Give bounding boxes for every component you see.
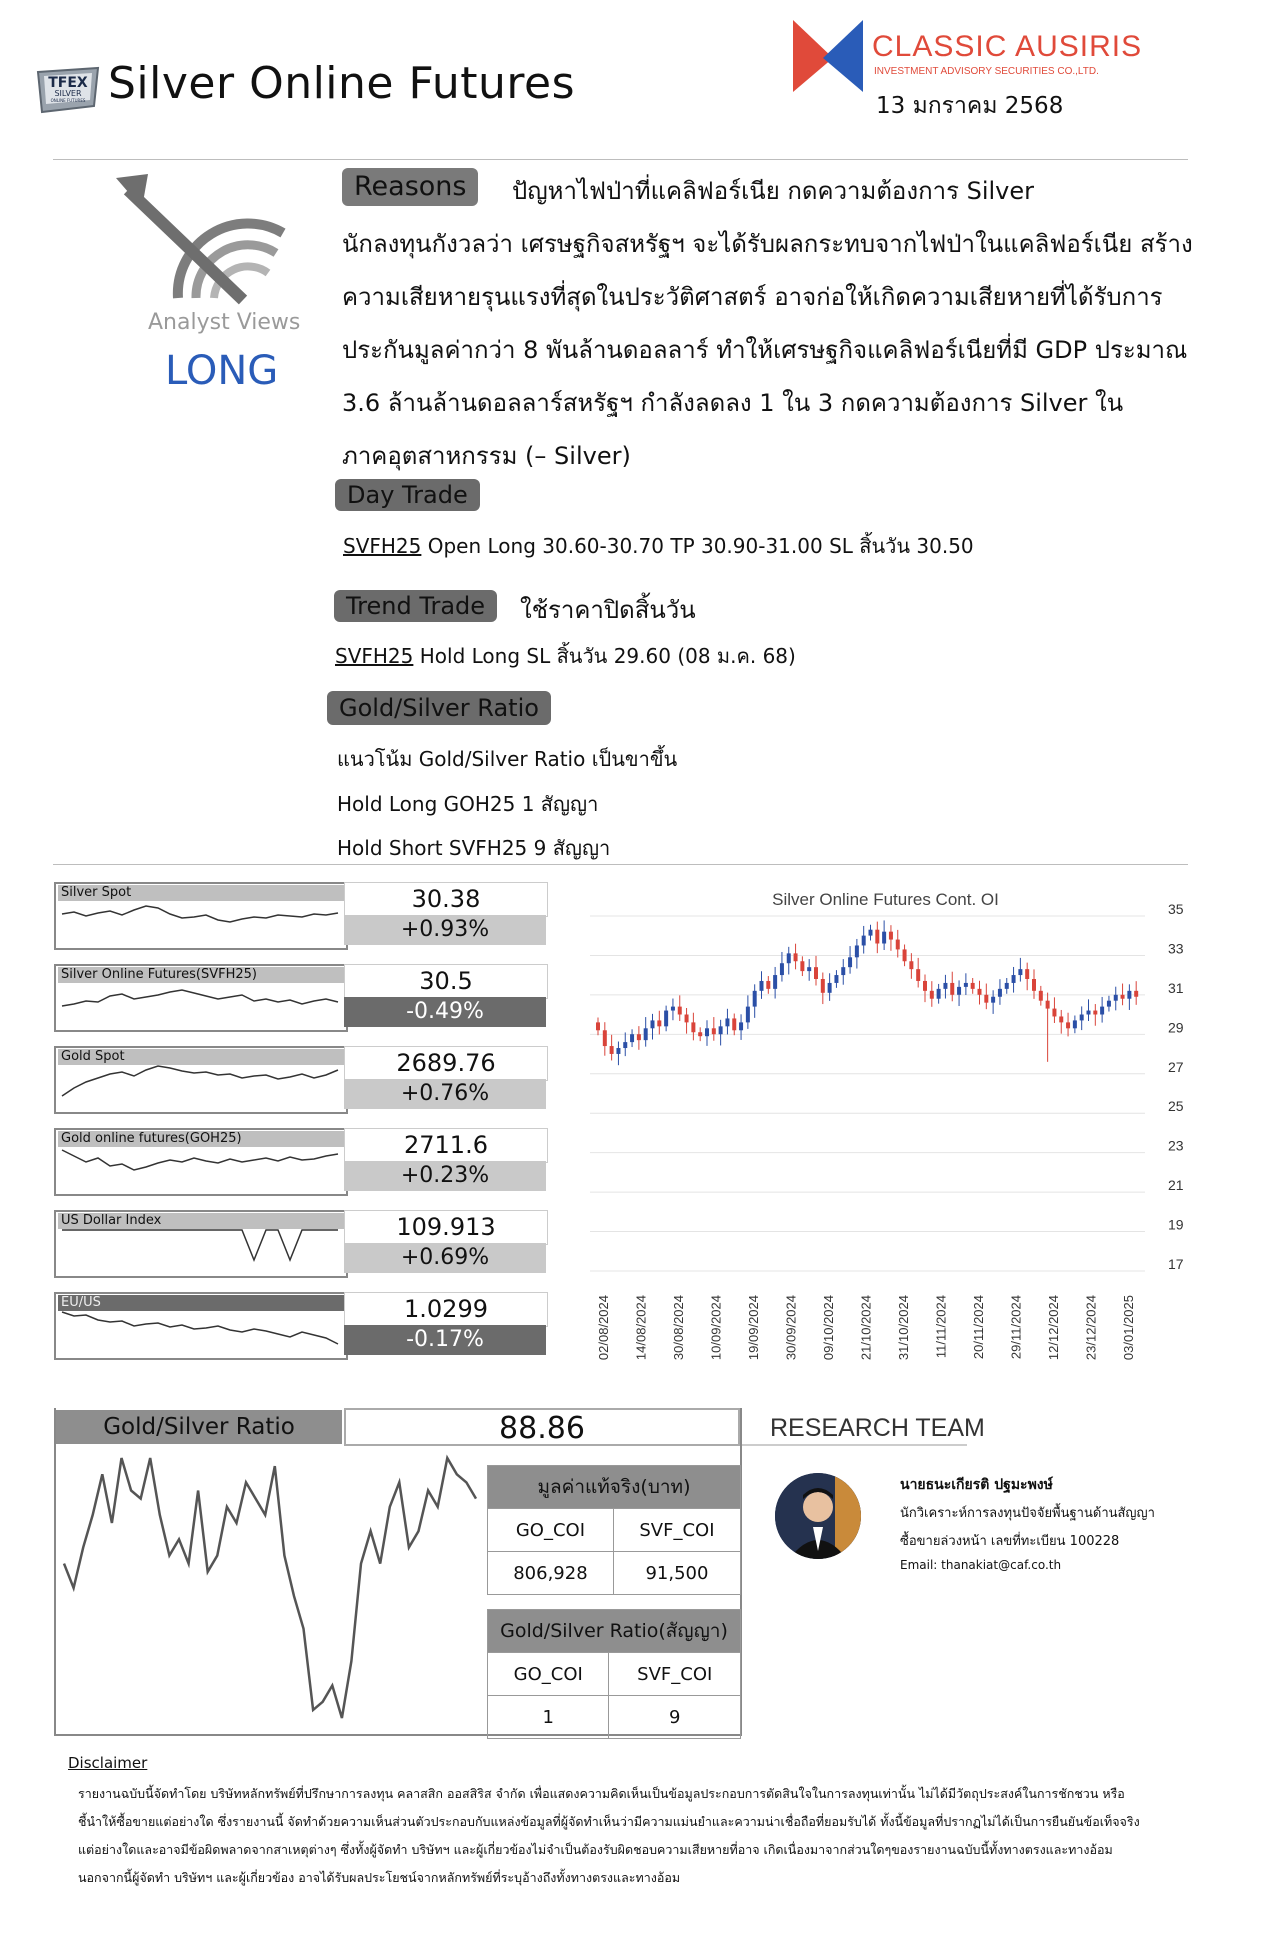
candle-body xyxy=(691,1022,695,1032)
go-coi-value: 806,928 xyxy=(488,1552,614,1595)
x-tick-label: 03/01/2025 xyxy=(1121,1295,1136,1361)
y-tick-label: 31 xyxy=(1168,979,1184,996)
candle-body xyxy=(685,1015,689,1023)
market-name: US Dollar Index xyxy=(58,1213,344,1229)
x-tick-label: 02/08/2024 xyxy=(596,1295,611,1361)
candle-body xyxy=(1018,969,1022,975)
gs-ratio-hold-long: Hold Long GOH25 1 สัญญา xyxy=(337,792,599,816)
candle-body xyxy=(1005,983,1009,989)
disclaimer-line: นอกจากนี้ผู้จัดทำ บริษัทฯ และผู้เกี่ยวข้อง อาจได้รับผลประโยชน์จากหลักทรัพย์ที่ระบุอ้างถึงทั้งทางตรงและทางอ้อม xyxy=(78,1870,681,1885)
x-tick-label: 19/09/2024 xyxy=(746,1295,761,1361)
gs-ratio-line-chart xyxy=(58,1448,482,1732)
market-sparkline xyxy=(56,1212,346,1276)
intrinsic-value-title: มูลค่าแท้จริง(บาท) xyxy=(488,1466,741,1509)
y-tick-label: 21 xyxy=(1168,1177,1184,1194)
disclaimer-line: ชี้นำให้ซื้อขายแต่อย่างใด ซึ่งรายงานนี้ จัดทำด้วยความเห็นส่วนตัวประกอบกับแหล่งข้อมูลที่ผู้จัดทำเห็นว่ามีความแม่นยำและความน่าเชื่อถือที่ยอมรับได้ ทั้งนี้ข้อมูลที่ปรากฏไม่ได้เป็นการยืนยันข้อเท็จจริง xyxy=(78,1814,1140,1829)
candle-body xyxy=(1114,995,1118,1001)
disclaimer-line: แต่อย่างใดและอาจมีข้อผิดพลาดจากสาเหตุต่างๆ ซึ่งทั้งผู้จัดทำ บริษัทฯ และผู้เกี่ยวข้องไม่จำเป็นต้องรับผิดชอบความเสียหายที่อาจ เกิดเนื่องมาจากส่วนใดๆของรายงานฉบับนี้ทั้งทางตรงและทางอ้อม xyxy=(78,1842,1113,1857)
candle-body xyxy=(1039,991,1043,1001)
market-sparkline xyxy=(56,1294,346,1358)
y-tick-label: 19 xyxy=(1168,1216,1184,1233)
x-tick-label: 14/08/2024 xyxy=(633,1295,649,1361)
candle-body xyxy=(828,983,832,993)
candle-body xyxy=(725,1018,729,1026)
candle-body xyxy=(916,969,920,981)
market-value: 109.913 xyxy=(344,1210,548,1245)
market-sparkline-box xyxy=(54,964,348,1032)
x-tick-label: 31/10/2024 xyxy=(896,1295,911,1361)
analyst-title: นักวิเคราะห์การลงทุนปัจจัยพื้นฐานด้านสัญญา xyxy=(900,1506,1155,1521)
market-change: +0.23% xyxy=(344,1161,546,1191)
col-go-coi: GO_COI xyxy=(488,1509,614,1552)
market-value: 2689.76 xyxy=(344,1046,548,1081)
market-sparkline xyxy=(56,1048,346,1112)
candle-body xyxy=(657,1020,661,1026)
reasons-line: ความเสียหายรุนแรงที่สุดในประวัติศาสตร์ อาจก่อให้เกิดความเสียหายที่ได้รับการ xyxy=(342,283,1163,311)
market-panel xyxy=(54,1210,548,1276)
gs-ratio-hold-short: Hold Short SVFH25 9 สัญญา xyxy=(337,836,611,860)
market-sparkline-box xyxy=(54,1046,348,1114)
candle-body xyxy=(937,989,941,999)
x-tick-label: 30/08/2024 xyxy=(671,1295,686,1361)
col-go-coi: GO_COI xyxy=(488,1653,609,1696)
candle-body xyxy=(984,995,988,1003)
candle-body xyxy=(821,979,825,993)
market-change: +0.76% xyxy=(344,1079,546,1109)
col-svf-coi: SVF_COI xyxy=(609,1653,741,1696)
candle-body xyxy=(732,1018,736,1030)
candle-body xyxy=(739,1022,743,1030)
candle-body xyxy=(1025,969,1029,979)
target-arrow-icon xyxy=(108,168,298,308)
market-name: Gold Spot xyxy=(58,1049,344,1065)
market-panel xyxy=(54,964,548,1030)
trend-trade-note: ใช้ราคาปิดสิ้นวัน xyxy=(520,596,696,624)
x-tick-label: 21/10/2024 xyxy=(858,1295,874,1361)
market-change: +0.69% xyxy=(344,1243,546,1273)
analyst-email: Email: thanakiat@caf.co.th xyxy=(900,1558,1062,1572)
market-panel xyxy=(54,1292,548,1358)
candle-body xyxy=(862,936,866,946)
svg-text:SILVER: SILVER xyxy=(54,89,82,98)
market-sparkline xyxy=(56,884,346,948)
candle-body xyxy=(855,945,859,957)
candle-body xyxy=(746,1007,750,1023)
gs-ratio-trend: แนวโน้ม Gold/Silver Ratio เป็นขาขึ้น xyxy=(337,747,678,771)
candle-body xyxy=(964,983,968,987)
market-name: Silver Spot xyxy=(58,885,344,901)
candle-body xyxy=(978,989,982,995)
trend-trade-symbol: SVFH25 xyxy=(335,644,414,668)
x-tick-label: 23/12/2024 xyxy=(1083,1295,1099,1361)
market-change: -0.17% xyxy=(344,1325,546,1355)
candle-body xyxy=(705,1028,709,1036)
day-trade-symbol: SVFH25 xyxy=(343,534,422,558)
gs-ratio-label: Gold/Silver Ratio xyxy=(327,691,551,725)
candle-body xyxy=(814,967,818,979)
candle-body xyxy=(807,967,811,971)
go-coi-contracts: 1 xyxy=(488,1696,609,1739)
company-name: CLASSIC AUSIRIS xyxy=(872,30,1143,63)
candle-body xyxy=(698,1032,702,1036)
x-tick-label: 10/09/2024 xyxy=(708,1295,724,1361)
svf-coi-value: 91,500 xyxy=(613,1552,740,1595)
candle-body xyxy=(766,981,770,989)
candle-body xyxy=(943,983,947,989)
candle-body xyxy=(889,932,893,940)
candle-body xyxy=(848,957,852,967)
market-sparkline-box xyxy=(54,882,348,950)
candle-body xyxy=(923,981,927,991)
ratio-contracts-table xyxy=(487,1609,741,1739)
disclaimer-title: Disclaimer xyxy=(68,1754,148,1772)
reasons-label: Reasons xyxy=(342,168,478,206)
chart-title: Silver Online Futures Cont. OI xyxy=(772,890,999,909)
candle-body xyxy=(1059,1016,1063,1022)
reasons-line: ประกันมูลค่ากว่า 8 พันล้านดอลลาร์ ทำให้เศรษฐกิจแคลิฟอร์เนียที่มี GDP ประมาณ xyxy=(342,336,1188,364)
market-name: EU/US xyxy=(58,1295,344,1311)
candle-body xyxy=(800,961,804,971)
gs-ratio-box-value: 88.86 xyxy=(344,1408,740,1446)
analyst-name: นายธนะเกียรติ ปฐมะพงษ์ xyxy=(900,1477,1053,1493)
market-panel xyxy=(54,1046,548,1112)
candle-body xyxy=(651,1020,655,1028)
y-tick-label: 33 xyxy=(1168,940,1184,957)
market-panel xyxy=(54,882,548,948)
disclaimer-body xyxy=(78,1780,1188,1892)
candle-body xyxy=(664,1011,668,1027)
company-subtitle: INVESTMENT ADVISORY SECURITIES CO.,LTD. xyxy=(874,66,1099,77)
candle-body xyxy=(773,975,777,989)
x-tick-label: 20/11/2024 xyxy=(971,1295,986,1360)
candle-body xyxy=(630,1034,634,1042)
company-logo-mark xyxy=(793,20,863,92)
x-tick-label: 29/11/2024 xyxy=(1008,1295,1024,1360)
candle-body xyxy=(998,989,1002,997)
header-divider xyxy=(53,159,1188,160)
candle-body xyxy=(719,1026,723,1034)
analyst-views-label: Analyst Views xyxy=(148,310,301,335)
candle-body xyxy=(1052,1009,1056,1017)
trend-trade-text: Hold Long SL สิ้นวัน 29.60 (08 ม.ค. 68) xyxy=(413,644,796,668)
market-sparkline-box xyxy=(54,1292,348,1360)
day-trade-plan xyxy=(343,530,974,562)
candle-body xyxy=(787,953,791,963)
candle-body xyxy=(1093,1011,1097,1015)
candle-body xyxy=(875,930,879,944)
research-divider xyxy=(742,1444,967,1446)
reasons-line: 3.6 ล้านล้านดอลลาร์สหรัฐฯ กำลังลดลง 1 ใน 3 กดความต้องการ Silver ใน xyxy=(342,389,1124,417)
page-title: Silver Online Futures xyxy=(108,58,576,109)
market-value: 30.5 xyxy=(344,964,548,999)
gs-ratio-box-label: Gold/Silver Ratio xyxy=(56,1410,342,1444)
candle-body xyxy=(1012,975,1016,983)
candle-body xyxy=(1127,991,1131,999)
analyst-avatar xyxy=(775,1473,861,1559)
report-date: 13 มกราคม 2568 xyxy=(876,93,1064,119)
svf-coi-contracts: 9 xyxy=(609,1696,741,1739)
candle-body xyxy=(869,930,873,936)
reasons-headline: ปัญหาไฟป่าที่แคลิฟอร์เนีย กดความต้องการ Silver xyxy=(512,177,1034,205)
candle-body xyxy=(1080,1015,1084,1021)
candle-body xyxy=(596,1022,600,1030)
trend-trade-plan xyxy=(335,640,796,672)
intrinsic-value-table xyxy=(487,1465,741,1595)
candle-body xyxy=(1066,1022,1070,1028)
candle-body xyxy=(903,949,907,961)
oi-chart xyxy=(580,875,1200,1395)
trend-trade-label: Trend Trade xyxy=(334,590,497,622)
reasons-line: นักลงทุนกังวลว่า เศรษฐกิจสหรัฐฯ จะได้รับผลกระทบจากไฟป่าในแคลิฟอร์เนีย สร้าง xyxy=(342,230,1193,258)
candle-body xyxy=(909,961,913,969)
market-value: 1.0299 xyxy=(344,1292,548,1327)
candle-body xyxy=(794,953,798,961)
candle-body xyxy=(1032,979,1036,991)
y-tick-label: 17 xyxy=(1168,1256,1184,1272)
tfex-logo xyxy=(34,66,102,114)
market-sparkline xyxy=(56,966,346,1030)
svg-text:TFEX: TFEX xyxy=(48,75,88,91)
analyst-license: ซื้อขายล่วงหน้า เลขที่ทะเบียน 100228 xyxy=(900,1534,1120,1549)
candle-body xyxy=(616,1048,620,1054)
candle-body xyxy=(623,1042,627,1048)
candle-body xyxy=(896,940,900,950)
x-tick-label: 12/12/2024 xyxy=(1046,1295,1061,1361)
y-tick-label: 35 xyxy=(1168,901,1184,917)
market-value: 2711.6 xyxy=(344,1128,548,1163)
candle-body xyxy=(834,975,838,983)
candle-body xyxy=(957,987,961,995)
candle-body xyxy=(882,932,886,944)
x-tick-label: 11/11/2024 xyxy=(933,1295,949,1359)
disclaimer-line: รายงานฉบับนี้จัดทำโดย บริษัทหลักทรัพย์ที่ปรึกษาการลงทุน คลาสสิก ออสสิริส จำกัด เพื่อแสดงความคิดเห็นเป็นข้อมูลประกอบการตัดสินใจในการลงทุนเท่านั้น ไม่ได้มีวัตถุประสงค์ในการชักชวน หรือ xyxy=(78,1786,1125,1801)
y-tick-label: 27 xyxy=(1168,1058,1184,1075)
market-sparkline xyxy=(56,1130,346,1194)
day-trade-label: Day Trade xyxy=(335,479,480,511)
candle-body xyxy=(1087,1011,1091,1015)
market-name: Silver Online Futures(SVFH25) xyxy=(58,967,344,983)
candle-body xyxy=(1073,1020,1077,1028)
section-divider xyxy=(53,864,1188,865)
candle-body xyxy=(991,997,995,1003)
candle-body xyxy=(637,1034,641,1040)
candle-body xyxy=(644,1028,648,1040)
candle-body xyxy=(610,1046,614,1054)
candle-body xyxy=(1046,1001,1050,1009)
market-change: -0.49% xyxy=(344,997,546,1027)
analyst-position: LONG xyxy=(165,348,279,394)
candle-body xyxy=(1107,1001,1111,1007)
reasons-line: ภาคอุตสาหกรรม (– Silver) xyxy=(342,442,631,470)
reasons-body xyxy=(342,218,1262,483)
x-tick-label: 09/10/2024 xyxy=(821,1295,836,1361)
y-tick-label: 23 xyxy=(1168,1137,1184,1154)
market-sparkline-box xyxy=(54,1128,348,1196)
candle-body xyxy=(950,983,954,995)
day-trade-text: Open Long 30.60-30.70 TP 30.90-31.00 SL สิ้นวัน 30.50 xyxy=(421,534,974,558)
candle-body xyxy=(1134,991,1138,997)
col-svf-coi: SVF_COI xyxy=(613,1509,740,1552)
y-tick-label: 29 xyxy=(1168,1019,1184,1036)
market-value: 30.38 xyxy=(344,882,548,917)
ratio-line xyxy=(64,1458,476,1718)
y-tick-label: 25 xyxy=(1168,1098,1184,1115)
candle-body xyxy=(1100,1007,1104,1015)
candle-body xyxy=(753,991,757,1007)
candle-body xyxy=(841,967,845,975)
candle-body xyxy=(712,1028,716,1034)
market-panel xyxy=(54,1128,548,1194)
candle-body xyxy=(678,1007,682,1015)
ratio-contracts-title: Gold/Silver Ratio(สัญญา) xyxy=(488,1610,741,1653)
svg-text:ONLINE FUTURES: ONLINE FUTURES xyxy=(50,98,86,103)
candle-body xyxy=(760,981,764,991)
candle-body xyxy=(1121,995,1125,999)
candle-body xyxy=(971,983,975,989)
market-name: Gold online futures(GOH25) xyxy=(58,1131,344,1147)
candle-body xyxy=(603,1030,607,1046)
market-sparkline-box xyxy=(54,1210,348,1278)
research-team-label: RESEARCH TEAM xyxy=(770,1414,985,1442)
x-tick-label: 30/09/2024 xyxy=(783,1295,799,1361)
candle-body xyxy=(780,963,784,975)
candle-body xyxy=(930,991,934,999)
market-change: +0.93% xyxy=(344,915,546,945)
candle-body xyxy=(671,1007,675,1011)
